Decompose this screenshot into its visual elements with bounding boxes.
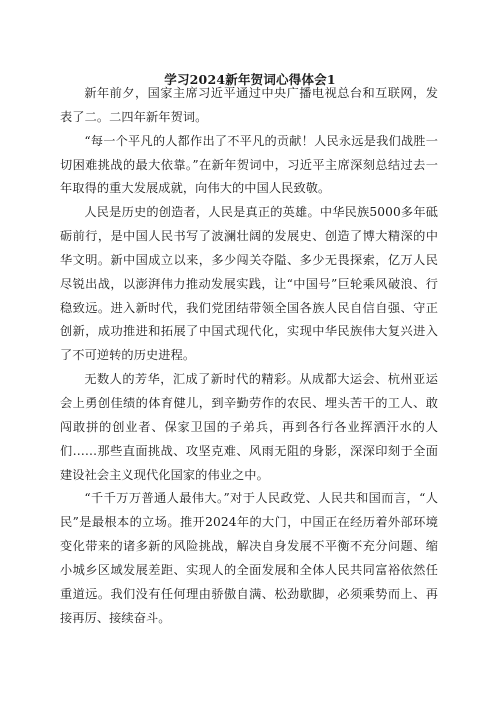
- paragraph-3: 人民是历史的创造者，人民是真正的英雄。中华民族5000多年砥砺前行，是中国人民书写了波澜壮阔的发展史、创造了博大精深的中华文明。新中国成立以来，多少闯关夺隘、多少无畏探索，亿万人民尽锐出战，以澎湃伟力推动发展实践，让“中国号”巨轮乘风破浪、行稳致远。进入新时代，我们党团结带领全国各族人民自信自强、守正创新，成功推进和拓展了中国式现代化，实现中华民族伟大复兴进入了不可逆转的历史进程。: [60, 205, 438, 363]
- paragraph-1: 新年前夕，国家主席习近平通过中央广播电视总台和互联网，发表了二。二四年新年贺词。: [60, 86, 438, 124]
- paragraph-4: 无数人的芳华，汇成了新时代的精彩。从成都大运会、杭州亚运会上勇创佳绩的体育健儿，到辛勤劳作的农民、埋头苦干的工人、敢闯敢拼的创业者、保家卫国的子弟兵，再到各行各业挥洒汗水的人们……那些直面挑战、攻坚克难、风雨无阻的身影，深深印刻于全面建设社会主义现代化国家的伟业之中。: [60, 372, 438, 482]
- document-body: [60, 82, 438, 630]
- paragraph-2: “每一个平凡的人都作出了不平凡的贡献！人民永远是我们战胜一切困难挑战的最大依靠。”在新年贺词中，习近平主席深刻总结过去一年取得的重大发展成就，向伟大的中国人民致敬。: [60, 133, 438, 196]
- paragraph-5: “千千万万普通人最伟大。”对于人民政党、人民共和国而言，“人民”是最根本的立场。推开2024年的大门，中国正在经历着外部环境变化带来的诸多新的风险挑战，解决自身发展不平衡不充分问题、缩小城乡区域发展差距、实现人的全面发展和全体人民共同富裕依然任重道远。我们没有任何理由骄傲自满、松劲歇脚，必须乘势而上、再接再厉、接续奋斗。: [60, 491, 438, 625]
- document-title: 学习2024新年贺词心得体会1: [164, 72, 336, 87]
